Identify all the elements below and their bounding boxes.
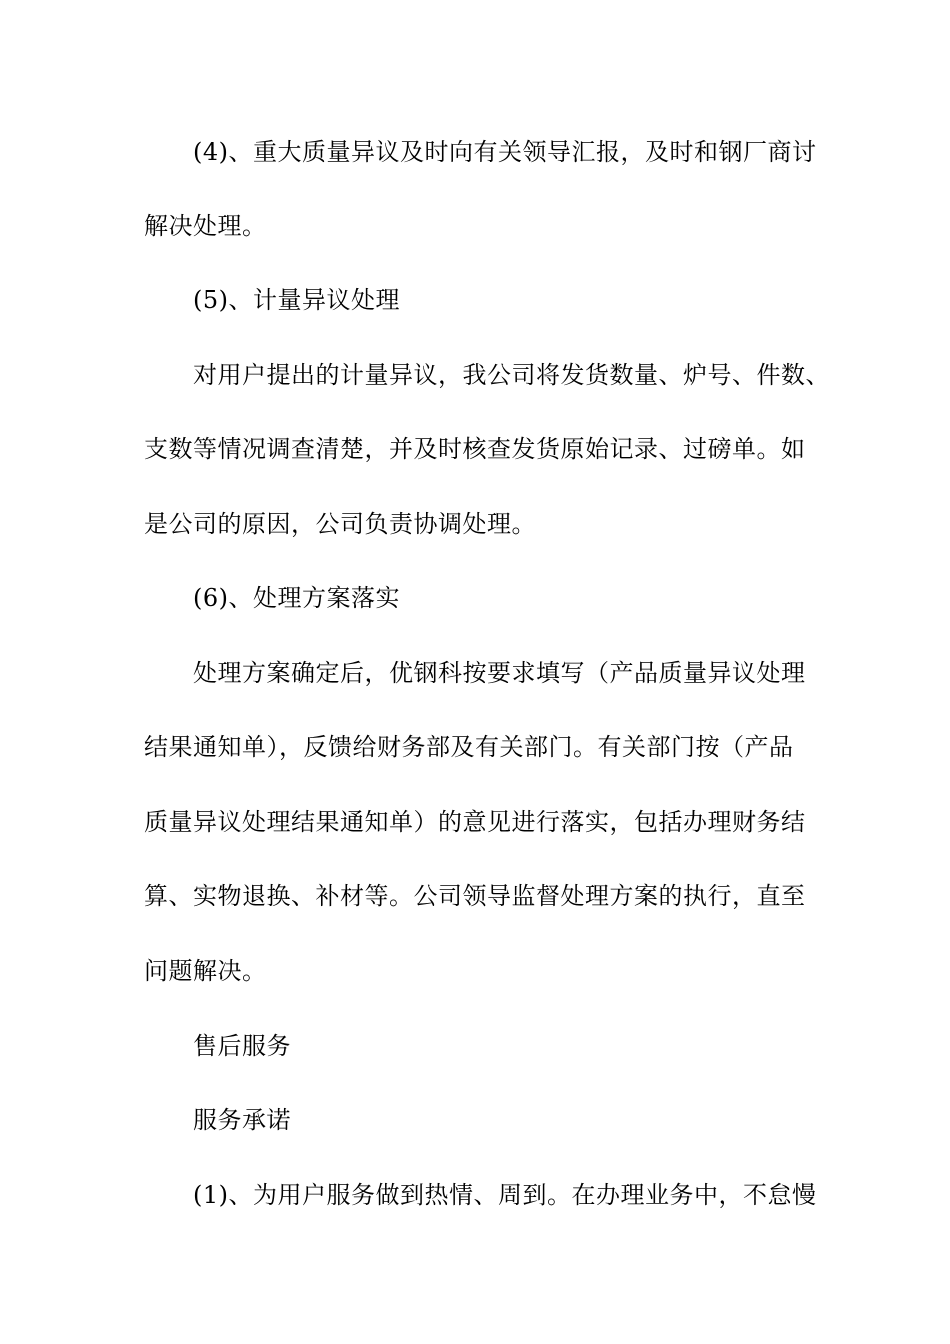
paragraph-line-8: 处理方案确定后，优钢科按要求填写（产品质量异议处理 (193, 659, 806, 687)
paragraph-line-4: 对用户提出的计量异议，我公司将发货数量、炉号、件数、 (193, 361, 830, 389)
paragraph-line-9: 结果通知单），反馈给财务部及有关部门。有关部门按（产品 (144, 733, 794, 761)
paragraph-line-11: 算、实物退换、补材等。公司领导监督处理方案的执行，直至 (144, 882, 806, 910)
paragraph-line-5: 支数等情况调查清楚，并及时核查发货原始记录、过磅单。如 (144, 435, 806, 463)
paragraph-line-1: (4)、重大质量异议及时向有关领导汇报，及时和钢厂商讨 (193, 138, 817, 166)
paragraph-line-12: 问题解决。 (144, 957, 267, 985)
paragraph-line-2: 解决处理。 (144, 212, 267, 240)
section-heading-5: (5)、计量异议处理 (193, 286, 400, 314)
section-heading-6: (6)、处理方案落实 (193, 584, 400, 612)
paragraph-line-10: 质量异议处理结果通知单）的意见进行落实，包括办理财务结 (144, 808, 806, 836)
section-heading-after-sales: 售后服务 (193, 1032, 291, 1060)
paragraph-line-15: (1)、为用户服务做到热情、周到。在办理业务中，不怠慢 (193, 1181, 817, 1209)
paragraph-line-6: 是公司的原因，公司负责协调处理。 (144, 510, 536, 538)
section-heading-service-commitment: 服务承诺 (193, 1106, 291, 1134)
